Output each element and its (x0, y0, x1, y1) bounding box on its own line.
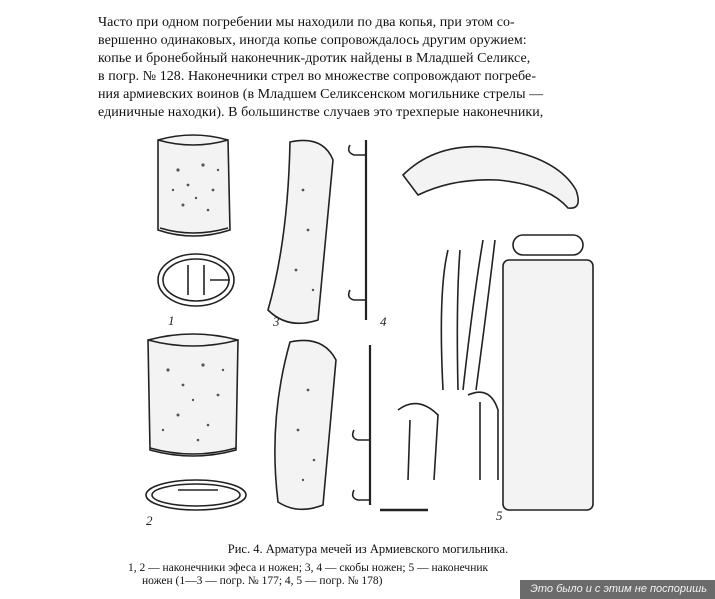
page-body (98, 14, 658, 122)
body-paragraph (98, 14, 658, 122)
artifact-5-scabbard-ends (398, 147, 593, 510)
figure-label-1: 1 (168, 313, 175, 328)
figure-label-5: 5 (496, 508, 503, 523)
figure-label-2: 2 (146, 513, 153, 528)
figure-illustration (118, 130, 618, 540)
paragraph-line: единичные находки). В большинстве случаев это трехперые наконечники, (98, 105, 544, 120)
watermark-badge: Это было и с этим не поспоришь (520, 580, 715, 599)
artifact-4-scabbard-staples (349, 140, 428, 510)
artifact-2-scabbard-tip (146, 334, 246, 510)
paragraph-line: ния армиевских воинов (в Младшем Селиксенском могильнике стрелы — (98, 87, 544, 102)
figure-label-4: 4 (380, 314, 387, 329)
figure-caption: Рис. 4. Арматура мечей из Армиевского могильника. (227, 542, 509, 556)
artifact-drawings (118, 130, 618, 540)
figure-label-3: 3 (273, 314, 280, 329)
legend-line-2: ножен (1—3 — погр. № 177; 4, 5 — погр. № 178) (142, 575, 383, 587)
legend-line-1: 1, 2 — наконечники эфеса и ножен; 3, 4 — скобы ножен; 5 — наконечник (128, 562, 489, 574)
paragraph-line: вершенно одинаковых, иногда копье сопровождалось другим оружием: (98, 33, 527, 48)
artifact-1-hilt-tip (158, 135, 234, 306)
paragraph-line: копье и бронебойный наконечник-дротик найдены в Младшей Селиксе, (98, 51, 531, 66)
paragraph-line: Часто при одном погребении мы находили по два копья, при этом со- (98, 15, 515, 30)
paragraph-line: в погр. № 128. Наконечники стрел во множестве сопровождают погребе- (98, 69, 537, 84)
